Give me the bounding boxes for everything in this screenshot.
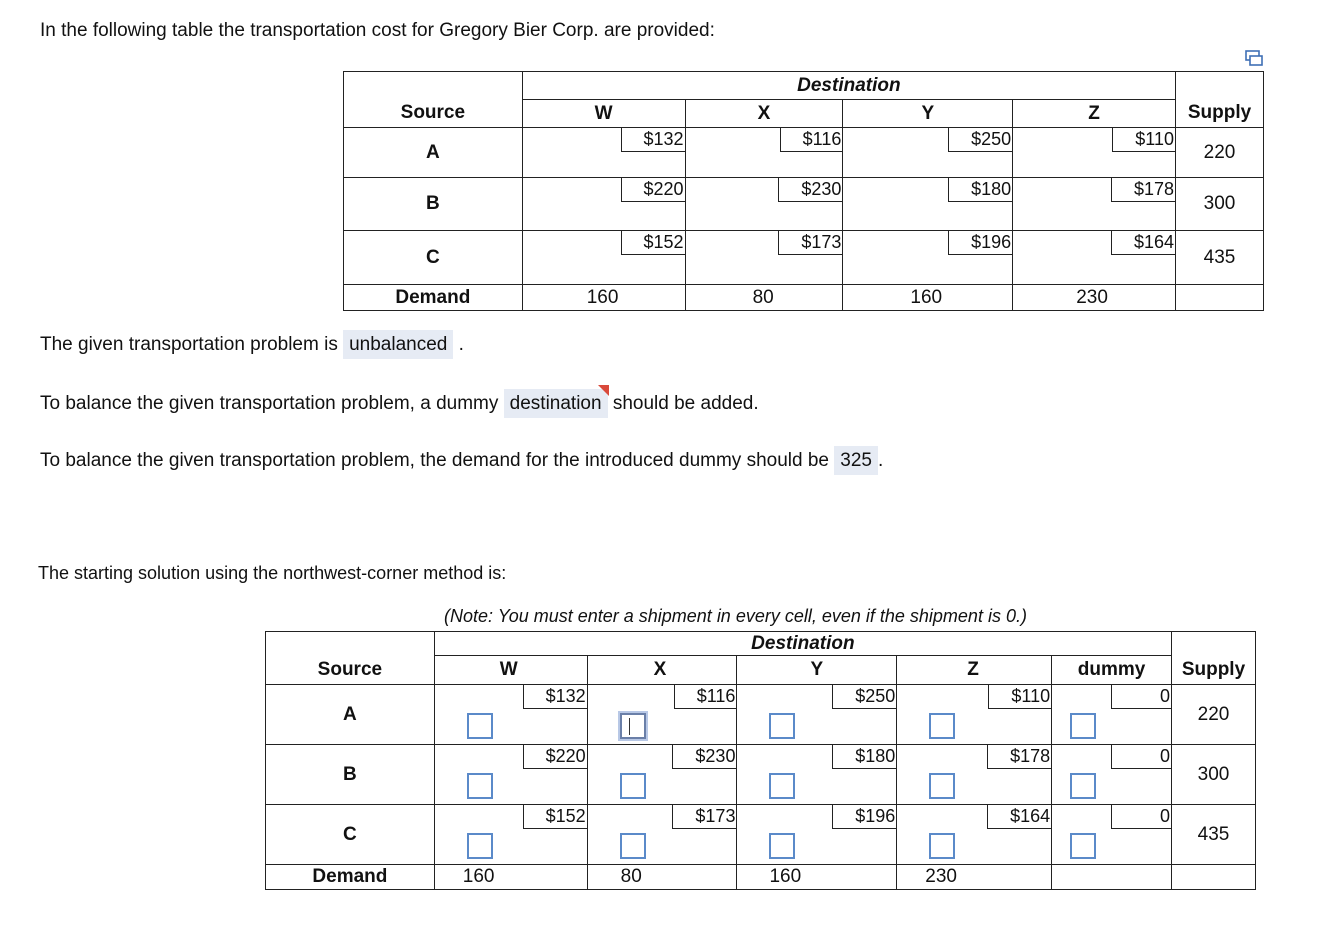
note-text: (Note: You must enter a shipment in every cell, even if the shipment is 0.) (444, 606, 1027, 626)
cost-cell: $178 (1111, 178, 1175, 202)
supply-header: Supply (1171, 656, 1255, 685)
cost-cell: $178 (987, 745, 1051, 769)
demand-value: 80 (587, 865, 737, 890)
table-row (344, 128, 1264, 178)
cost-cell: $196 (832, 805, 896, 829)
answer-destination[interactable]: destination (504, 389, 608, 418)
shipment-input[interactable] (1070, 833, 1096, 859)
supply-value: 220 (1176, 128, 1264, 178)
table-row (266, 745, 1256, 805)
cost-cell: $132 (621, 128, 685, 152)
cost-cell: $196 (948, 231, 1012, 255)
demand-value: 160 (434, 865, 587, 890)
demand-label: Demand (344, 285, 523, 311)
supply-header: Supply (1176, 100, 1264, 128)
row-label-b: B (266, 745, 435, 805)
col-header-w: W (434, 656, 587, 685)
demand-row (344, 285, 1264, 311)
cost-cell: $220 (621, 178, 685, 202)
shipment-input[interactable] (467, 833, 493, 859)
cost-cell: $220 (523, 745, 587, 769)
cost-cell: $250 (948, 128, 1012, 152)
demand-value: 230 (1013, 285, 1176, 311)
table-row (344, 231, 1264, 285)
destination-header: Destination (434, 632, 1171, 656)
cost-cell: $173 (778, 231, 842, 255)
question-dummy-type: To balance the given transportation problem, a dummy destination should be added. (40, 393, 759, 415)
demand-label: Demand (266, 865, 435, 890)
row-label-a: A (266, 685, 435, 745)
demand-value: 230 (897, 865, 1052, 890)
supply-value: 300 (1171, 745, 1255, 805)
row-label-c: C (344, 231, 523, 285)
text-cursor (629, 718, 630, 735)
cost-table (343, 71, 1264, 311)
shipment-input[interactable] (929, 833, 955, 859)
cost-cell: $164 (1111, 231, 1175, 255)
col-header-w: W (522, 100, 685, 128)
cost-cell: $110 (988, 685, 1051, 709)
flag-icon (598, 385, 609, 396)
col-header-y: Y (843, 100, 1013, 128)
cost-cell: $152 (621, 231, 685, 255)
cost-cell: $180 (948, 178, 1012, 202)
nw-intro-text: The starting solution using the northwest-corner method is: (38, 563, 507, 583)
cost-cell: $116 (674, 685, 737, 709)
supply-value: 435 (1171, 805, 1255, 865)
row-label-c: C (266, 805, 435, 865)
col-header-x: X (587, 656, 737, 685)
cost-cell: 0 (1111, 685, 1171, 709)
table-row (266, 805, 1256, 865)
question-dummy-demand: To balance the given transportation problem, the demand for the introduced dummy should be 325 . (40, 450, 883, 472)
northwest-table (265, 631, 1256, 890)
demand-value: 160 (737, 865, 897, 890)
cost-cell: $110 (1112, 128, 1175, 152)
demand-value (1052, 865, 1172, 890)
cost-cell: $164 (987, 805, 1051, 829)
shipment-input[interactable] (467, 713, 493, 739)
cost-cell: $180 (832, 745, 896, 769)
shipment-input[interactable] (1070, 713, 1096, 739)
col-header-z: Z (897, 656, 1052, 685)
supply-value: 220 (1171, 685, 1255, 745)
demand-value: 80 (685, 285, 843, 311)
cost-cell: $152 (523, 805, 587, 829)
source-header: Source (266, 656, 435, 685)
cost-cell: $230 (672, 745, 736, 769)
question-balance: The given transportation problem is unbalanced . (40, 334, 464, 356)
cost-cell: $230 (778, 178, 842, 202)
answer-unbalanced[interactable]: unbalanced (343, 330, 453, 359)
demand-value: 160 (522, 285, 685, 311)
shipment-input[interactable] (620, 713, 646, 739)
cost-cell: 0 (1111, 805, 1171, 829)
row-label-b: B (344, 178, 523, 231)
source-header: Source (344, 100, 523, 128)
shipment-input[interactable] (929, 773, 955, 799)
col-header-dummy: dummy (1052, 656, 1172, 685)
col-header-y: Y (737, 656, 897, 685)
supply-value: 300 (1176, 178, 1264, 231)
cost-cell: $132 (523, 685, 587, 709)
demand-value: 160 (843, 285, 1013, 311)
answer-325[interactable]: 325 (834, 446, 878, 475)
destination-header: Destination (522, 72, 1175, 100)
col-header-x: X (685, 100, 843, 128)
col-header-z: Z (1013, 100, 1176, 128)
intro-text: In the following table the transportation cost for Gregory Bier Corp. are provided: (40, 20, 715, 41)
row-label-a: A (344, 128, 523, 178)
demand-row (266, 865, 1256, 890)
cost-cell: 0 (1111, 745, 1171, 769)
cost-cell: $173 (672, 805, 736, 829)
shipment-input[interactable] (769, 713, 795, 739)
shipment-input[interactable] (620, 773, 646, 799)
shipment-input[interactable] (769, 773, 795, 799)
table-row (344, 178, 1264, 231)
cost-cell: $116 (780, 128, 843, 152)
supply-value: 435 (1176, 231, 1264, 285)
shipment-input[interactable] (1070, 773, 1096, 799)
shipment-input[interactable] (467, 773, 493, 799)
copy-icon[interactable] (1245, 50, 1263, 66)
shipment-input[interactable] (620, 833, 646, 859)
table-row (266, 685, 1256, 745)
cost-cell: $250 (832, 685, 896, 709)
shipment-input[interactable] (769, 833, 795, 859)
shipment-input[interactable] (929, 713, 955, 739)
